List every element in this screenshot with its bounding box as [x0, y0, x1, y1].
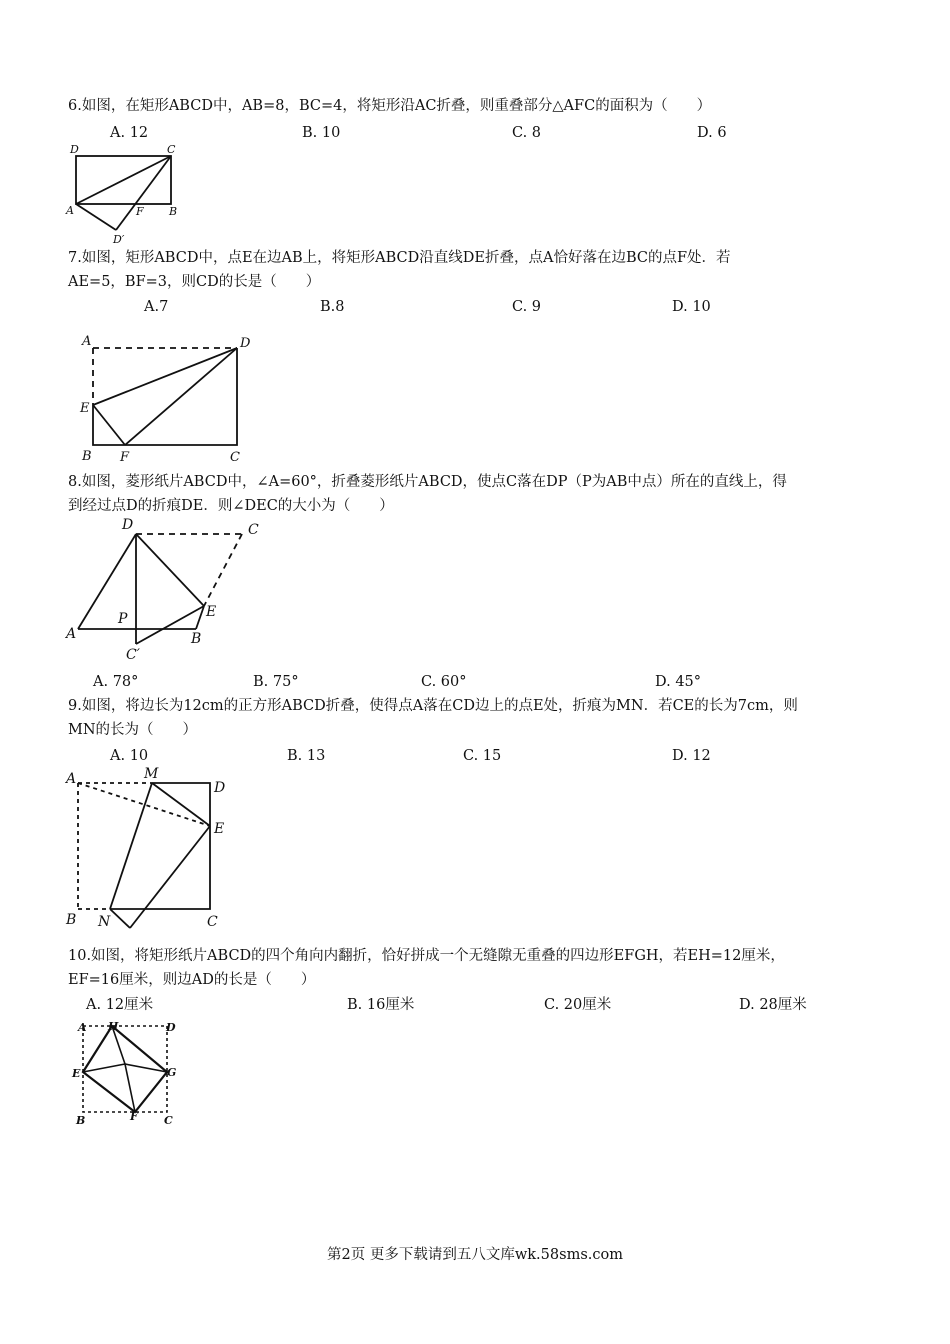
q9-figure: [64, 764, 244, 934]
q6-stem-line-1: 6.如图，在矩形ABCD中，AB=8，BC=4，将矩形沿AC折叠，则重叠部分△AFC的面积为（ ）: [68, 98, 712, 114]
q10-label-g: G: [167, 1066, 177, 1079]
q6-option-d: D. 6: [697, 125, 727, 141]
q10-label-h: H: [108, 1020, 119, 1033]
q9-label-c: C: [207, 914, 218, 930]
q8-option-a: A. 78°: [93, 674, 139, 690]
q8-figure-lines: [78, 534, 242, 644]
q9-stem-line-2: MN的长为（ ）: [68, 722, 198, 738]
q9-option-a: A. 10: [110, 748, 149, 764]
q9-label-n: N: [98, 914, 111, 930]
q10-option-d: D. 28厘米: [739, 997, 807, 1013]
q8-label-e: E: [206, 604, 217, 620]
q7-option-c: C. 9: [512, 299, 542, 315]
q7-option-d: D. 10: [672, 299, 711, 315]
q8-label-c-prime: C′: [126, 647, 140, 663]
q9-option-b: B. 13: [287, 748, 326, 764]
q6-figure: [66, 142, 186, 246]
q10-label-d: D: [166, 1021, 176, 1034]
q8-option-d: D. 45°: [655, 674, 702, 690]
q7-label-d: D: [240, 336, 251, 351]
q9-figure-lines: [78, 783, 210, 928]
q9-label-d: D: [214, 780, 226, 796]
q10-label-f: F: [130, 1110, 138, 1123]
q7-option-a: A.7: [144, 299, 169, 315]
q9-stem-line-1: 9.如图，将边长为12cm的正方形ABCD折叠，使得点A落在CD边上的点E处，折痕为MN．若CE的长为7cm，则: [68, 698, 798, 714]
q8-label-c: C: [248, 522, 259, 538]
q7-label-b: B: [82, 449, 92, 464]
q10-figure-lines: [83, 1026, 167, 1112]
q7-label-e: E: [80, 401, 90, 416]
q6-label-a: A: [66, 204, 74, 217]
q10-option-b: B. 16厘米: [347, 997, 415, 1013]
q7-stem-line-1: 7.如图，矩形ABCD中，点E在边AB上，将矩形ABCD沿直线DE折叠，点A恰好落在边BC的点F处．若: [68, 250, 731, 266]
q6-label-d-prime: D′: [113, 233, 125, 246]
q10-label-b: B: [76, 1114, 86, 1127]
q7-label-a: A: [82, 334, 92, 349]
q9-label-a: A: [66, 771, 77, 787]
q6-label-f: F: [136, 205, 144, 218]
q9-label-e: E: [214, 821, 225, 837]
q7-figure: [70, 328, 270, 468]
q8-stem-line-1: 8.如图，菱形纸片ABCD中，∠A=60°，折叠菱形纸片ABCD，使点C落在DP（P为AB中点）所在的直线上，得: [68, 474, 787, 490]
q8-option-b: B. 75°: [253, 674, 299, 690]
q7-stem-line-2: AE=5，BF=3，则CD的长是（ ）: [68, 274, 321, 290]
q10-option-c: C. 20厘米: [544, 997, 612, 1013]
q9-label-m: M: [144, 766, 159, 782]
q6-label-b: B: [169, 205, 178, 218]
q10-figure: [70, 1016, 190, 1132]
q8-stem-line-2: 到经过点D的折痕DE．则∠DEC的大小为（ ）: [68, 498, 394, 514]
q8-figure: [62, 514, 272, 664]
q9-option-d: D. 12: [672, 748, 711, 764]
q9-label-b: B: [66, 912, 77, 928]
q10-stem-line-2: EF=16厘米，则边AD的长是（ ）: [68, 972, 316, 988]
q6-option-a: A. 12: [110, 125, 149, 141]
q6-option-c: C. 8: [512, 125, 542, 141]
page-footer: 第2页 更多下载请到五八文库wk.58sms.com: [327, 1247, 623, 1263]
q7-label-f: F: [120, 450, 130, 465]
q9-option-c: C. 15: [463, 748, 502, 764]
q7-figure-lines: [93, 348, 237, 445]
q10-label-e: E: [72, 1067, 81, 1080]
q6-option-b: B. 10: [302, 125, 341, 141]
q8-label-p: P: [118, 611, 128, 627]
q8-label-b: B: [191, 631, 202, 647]
q8-label-a: A: [66, 626, 77, 642]
q7-option-b: B.8: [320, 299, 345, 315]
q7-label-c: C: [230, 450, 240, 465]
q10-stem-line-1: 10.如图，将矩形纸片ABCD的四个角向内翻折，恰好拼成一个无缝隙无重叠的四边形EFGH，若EH=12厘米，: [68, 948, 785, 964]
q8-label-d: D: [122, 517, 134, 533]
q10-label-a: A: [78, 1021, 87, 1034]
q8-option-c: C. 60°: [421, 674, 467, 690]
q10-option-a: A. 12厘米: [86, 997, 154, 1013]
q6-label-d: D: [70, 143, 79, 156]
q6-label-c: C: [167, 143, 176, 156]
q10-label-c: C: [164, 1114, 173, 1127]
q6-figure-lines: [76, 156, 171, 230]
